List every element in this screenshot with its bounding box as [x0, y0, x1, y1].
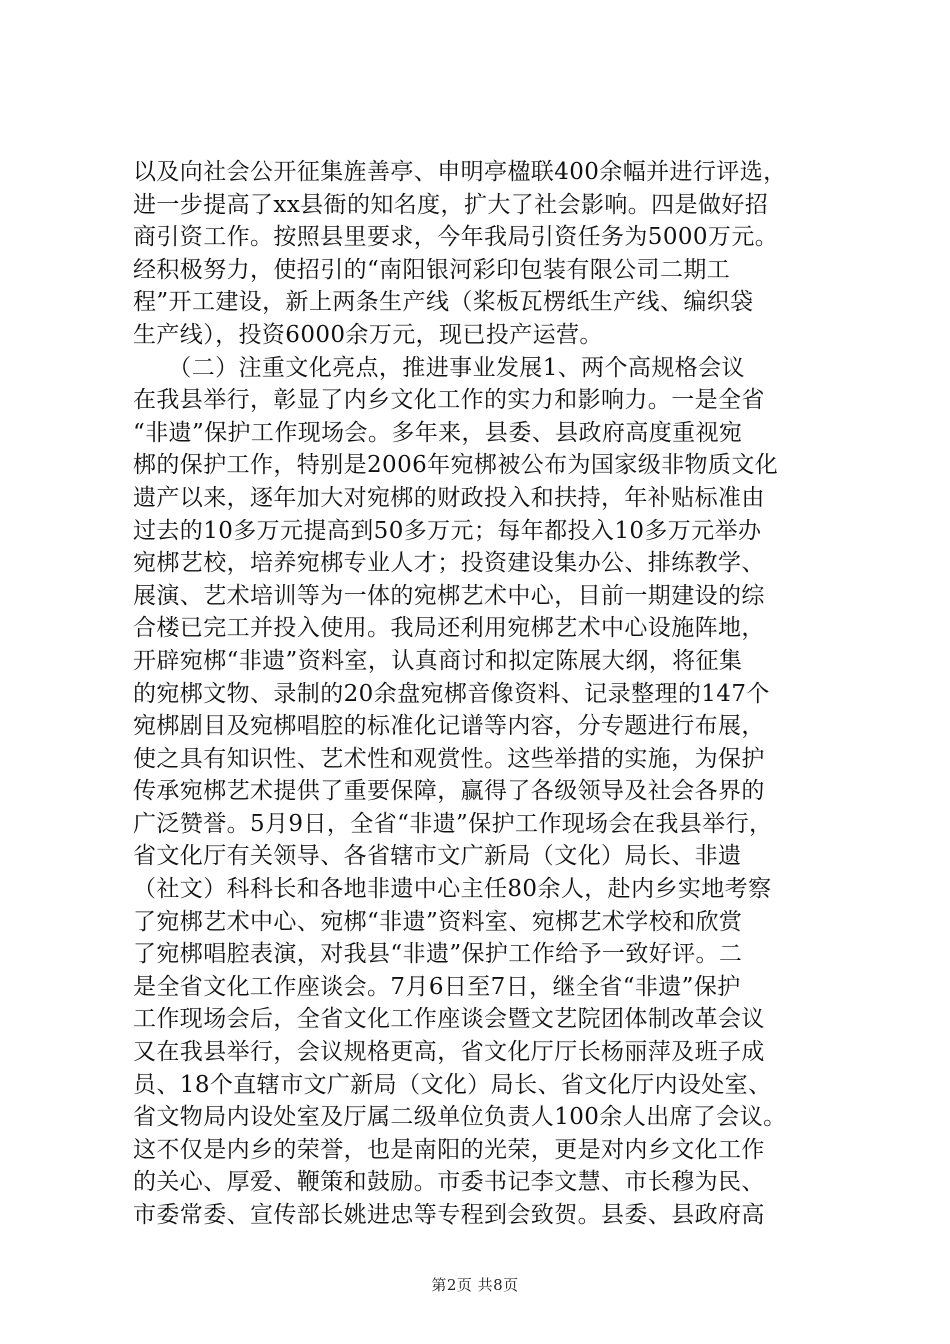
text-line: 展演、艺术培训等为一体的宛梆艺术中心，目前一期建设的综 — [133, 582, 765, 609]
text-line: 是全省文化工作座谈会。7月6日至7日，继全省“非遗”保护 — [133, 973, 741, 1000]
text-line: 省文化厅有关领导、各省辖市文广新局（文化）局长、非遗 — [133, 843, 742, 870]
text-line: 遗产以来，逐年加大对宛梆的财政投入和扶持，年补贴标准由 — [133, 484, 765, 511]
text-line: 员、18个直辖市文广新局（文化）局长、省文化厅内设处室、 — [133, 1071, 772, 1098]
text-line: 省文物局内设处室及厅属二级单位负责人100余人出席了会议。 — [133, 1104, 787, 1131]
text-line: 工作现场会后，全省文化工作座谈会暨文艺院团体制改革会议 — [133, 1006, 765, 1033]
text-line: 程”开工建设，新上两条生产线（桨板瓦楞纸生产线、编织袋 — [133, 289, 754, 316]
text-line: 又在我县举行，会议规格更高，省文化厅厅长杨丽萍及班子成 — [133, 1039, 765, 1066]
text-line: 进一步提高了xx县衙的知名度，扩大了社会影响。四是做好招 — [133, 191, 769, 218]
text-line: （社文）科科长和各地非遗中心主任80余人，赴内乡实地考察 — [133, 876, 772, 903]
text-line: 开辟宛梆“非遗”资料室，认真商讨和拟定陈展大纲，将征集 — [133, 647, 743, 674]
text-line: 广泛赞誉。5月9日，全省“非遗”保护工作现场会在我县举行， — [133, 810, 773, 837]
text-line: “非遗”保护工作现场会。多年来，县委、县政府高度重视宛 — [133, 419, 743, 446]
text-line: 经积极努力，使招引的“南阳银河彩印包装有限公司二期工 — [133, 256, 731, 283]
body-text — [133, 156, 833, 1232]
text-line: （二）注重文化亮点，推进事业发展1、两个高规格会议 — [133, 354, 745, 381]
page-number-footer: 第2页 共8页 — [431, 1276, 519, 1294]
text-line: 使之具有知识性、艺术性和观赏性。这些举措的实施，为保护 — [133, 745, 765, 772]
text-line: 的宛梆文物、录制的20余盘宛梆音像资料、记录整理的147个 — [133, 680, 770, 707]
text-line: 过去的10多万元提高到50多万元；每年都投入10多万元举办 — [133, 517, 762, 544]
text-line: 了宛梆艺术中心、宛梆“非遗”资料室、宛梆艺术学校和欣赏 — [133, 908, 743, 935]
text-line: 了宛梆唱腔表演，对我县“非遗”保护工作给予一致好评。二 — [133, 941, 743, 968]
text-line: 梆的保护工作，特别是2006年宛梆被公布为国家级非物质文化 — [133, 452, 779, 479]
text-line: 在我县举行，彰显了内乡文化工作的实力和影响力。一是全省 — [133, 387, 765, 414]
text-line: 传承宛梆艺术提供了重要保障，赢得了各级领导及社会各界的 — [133, 778, 765, 805]
text-line: 合楼已完工并投入使用。我局还利用宛梆艺术中心设施阵地， — [133, 615, 765, 642]
text-line: 以及向社会公开征集旌善亭、申明亭楹联400余幅并进行评选， — [133, 159, 787, 185]
text-line: 生产线），投资6000余万元，现已投产运营。 — [133, 321, 603, 348]
text-line: 商引资工作。按照县里要求，今年我局引资任务为5000万元。 — [133, 224, 779, 251]
text-line: 的关心、厚爱、鞭策和鼓励。市委书记李文慧、市长穆为民、 — [133, 1169, 765, 1196]
text-line: 宛梆艺校，培养宛梆专业人才；投资建设集办公、排练教学、 — [133, 550, 765, 577]
text-line: 宛梆剧目及宛梆唱腔的标准化记谱等内容，分专题进行布展， — [133, 713, 765, 740]
text-line: 市委常委、宣传部长姚进忠等专程到会致贺。县委、县政府高 — [133, 1202, 765, 1228]
text-line: 这不仅是内乡的荣誉，也是南阳的光荣，更是对内乡文化工作 — [133, 1136, 765, 1163]
